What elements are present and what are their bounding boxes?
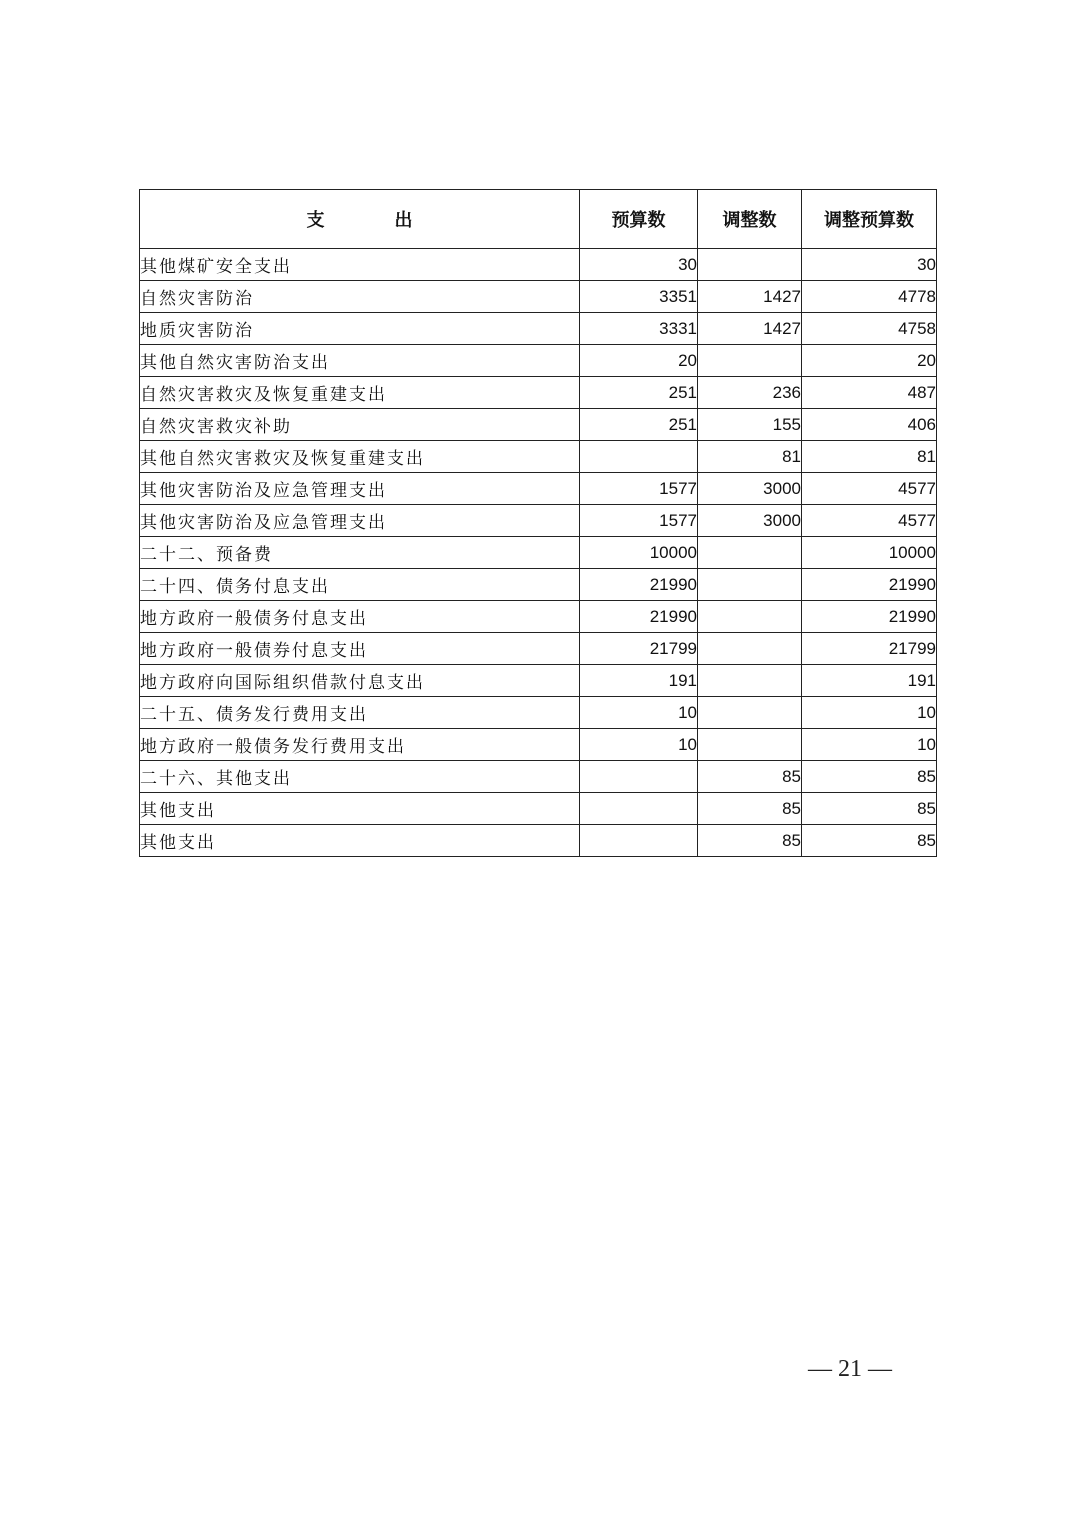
header-budget: 预算数 xyxy=(580,190,698,249)
row-adjust-value: 85 xyxy=(698,793,802,825)
table-row xyxy=(140,473,937,505)
row-adjusted-value: 85 xyxy=(802,761,937,793)
table-row xyxy=(140,665,937,697)
row-adjusted-value: 85 xyxy=(802,793,937,825)
row-adjust-value: 3000 xyxy=(698,505,802,537)
row-item-label: 二十六、其他支出 xyxy=(140,761,580,793)
table-row xyxy=(140,505,937,537)
row-budget-value: 21799 xyxy=(580,633,698,665)
row-adjust-value xyxy=(698,729,802,761)
table-row xyxy=(140,249,937,281)
row-item-label: 地方政府一般债务发行费用支出 xyxy=(140,729,580,761)
row-adjusted-value: 4577 xyxy=(802,473,937,505)
row-budget-value: 251 xyxy=(580,377,698,409)
row-item-label: 其他灾害防治及应急管理支出 xyxy=(140,505,580,537)
row-adjust-value: 1427 xyxy=(698,313,802,345)
row-item-label: 其他自然灾害救灾及恢复重建支出 xyxy=(140,441,580,473)
row-budget-value: 21990 xyxy=(580,569,698,601)
row-budget-value xyxy=(580,761,698,793)
row-budget-value: 3351 xyxy=(580,281,698,313)
row-adjust-value xyxy=(698,697,802,729)
row-budget-value: 10000 xyxy=(580,537,698,569)
table-row xyxy=(140,313,937,345)
row-budget-value: 191 xyxy=(580,665,698,697)
row-adjust-value xyxy=(698,345,802,377)
row-adjust-value: 3000 xyxy=(698,473,802,505)
row-item-label: 自然灾害救灾及恢复重建支出 xyxy=(140,377,580,409)
table-row xyxy=(140,697,937,729)
row-item-label: 二十四、债务付息支出 xyxy=(140,569,580,601)
row-adjusted-value: 406 xyxy=(802,409,937,441)
table-row xyxy=(140,825,937,857)
row-item-label: 地方政府向国际组织借款付息支出 xyxy=(140,665,580,697)
row-adjust-value xyxy=(698,249,802,281)
row-adjust-value: 236 xyxy=(698,377,802,409)
row-item-label: 二十五、债务发行费用支出 xyxy=(140,697,580,729)
row-item-label: 自然灾害防治 xyxy=(140,281,580,313)
row-adjust-value: 85 xyxy=(698,761,802,793)
row-budget-value: 251 xyxy=(580,409,698,441)
row-adjust-value: 1427 xyxy=(698,281,802,313)
row-budget-value: 30 xyxy=(580,249,698,281)
table-row xyxy=(140,793,937,825)
row-budget-value: 1577 xyxy=(580,505,698,537)
row-item-label: 地方政府一般债券付息支出 xyxy=(140,633,580,665)
row-item-label: 其他自然灾害防治支出 xyxy=(140,345,580,377)
row-adjusted-value: 10 xyxy=(802,729,937,761)
row-budget-value xyxy=(580,825,698,857)
row-item-label: 自然灾害救灾补助 xyxy=(140,409,580,441)
row-item-label: 地方政府一般债务付息支出 xyxy=(140,601,580,633)
row-budget-value: 3331 xyxy=(580,313,698,345)
row-adjust-value xyxy=(698,665,802,697)
table-header-row xyxy=(140,190,937,249)
row-item-label: 其他支出 xyxy=(140,793,580,825)
row-adjust-value xyxy=(698,601,802,633)
table-row xyxy=(140,601,937,633)
table-row xyxy=(140,537,937,569)
row-adjust-value: 155 xyxy=(698,409,802,441)
row-adjust-value xyxy=(698,633,802,665)
row-adjusted-value: 4577 xyxy=(802,505,937,537)
row-adjusted-value: 20 xyxy=(802,345,937,377)
row-adjust-value: 81 xyxy=(698,441,802,473)
page-number: — 21 — xyxy=(808,1356,892,1382)
table-row xyxy=(140,633,937,665)
row-item-label: 其他煤矿安全支出 xyxy=(140,249,580,281)
row-adjusted-value: 4778 xyxy=(802,281,937,313)
row-item-label: 地质灾害防治 xyxy=(140,313,580,345)
row-adjust-value: 85 xyxy=(698,825,802,857)
table-row xyxy=(140,409,937,441)
row-budget-value: 1577 xyxy=(580,473,698,505)
row-adjusted-value: 85 xyxy=(802,825,937,857)
table-row xyxy=(140,761,937,793)
table-row xyxy=(140,729,937,761)
row-adjusted-value: 21799 xyxy=(802,633,937,665)
header-adjusted-budget: 调整预算数 xyxy=(802,190,937,249)
row-budget-value xyxy=(580,441,698,473)
row-adjusted-value: 21990 xyxy=(802,601,937,633)
row-adjusted-value: 30 xyxy=(802,249,937,281)
row-adjust-value xyxy=(698,569,802,601)
row-adjusted-value: 4758 xyxy=(802,313,937,345)
row-budget-value: 20 xyxy=(580,345,698,377)
row-adjusted-value: 21990 xyxy=(802,569,937,601)
row-adjusted-value: 191 xyxy=(802,665,937,697)
row-adjusted-value: 10000 xyxy=(802,537,937,569)
row-budget-value xyxy=(580,793,698,825)
row-adjust-value xyxy=(698,537,802,569)
row-budget-value: 10 xyxy=(580,697,698,729)
row-budget-value: 10 xyxy=(580,729,698,761)
row-adjusted-value: 487 xyxy=(802,377,937,409)
table-row xyxy=(140,569,937,601)
row-item-label: 其他灾害防治及应急管理支出 xyxy=(140,473,580,505)
table-row xyxy=(140,377,937,409)
expenditure-table xyxy=(139,189,937,857)
table-row xyxy=(140,345,937,377)
row-adjusted-value: 10 xyxy=(802,697,937,729)
table-row xyxy=(140,281,937,313)
row-item-label: 其他支出 xyxy=(140,825,580,857)
row-adjusted-value: 81 xyxy=(802,441,937,473)
row-item-label: 二十二、预备费 xyxy=(140,537,580,569)
header-expenditure: 支 出 xyxy=(140,190,580,249)
row-budget-value: 21990 xyxy=(580,601,698,633)
table-row xyxy=(140,441,937,473)
header-adjustment: 调整数 xyxy=(698,190,802,249)
